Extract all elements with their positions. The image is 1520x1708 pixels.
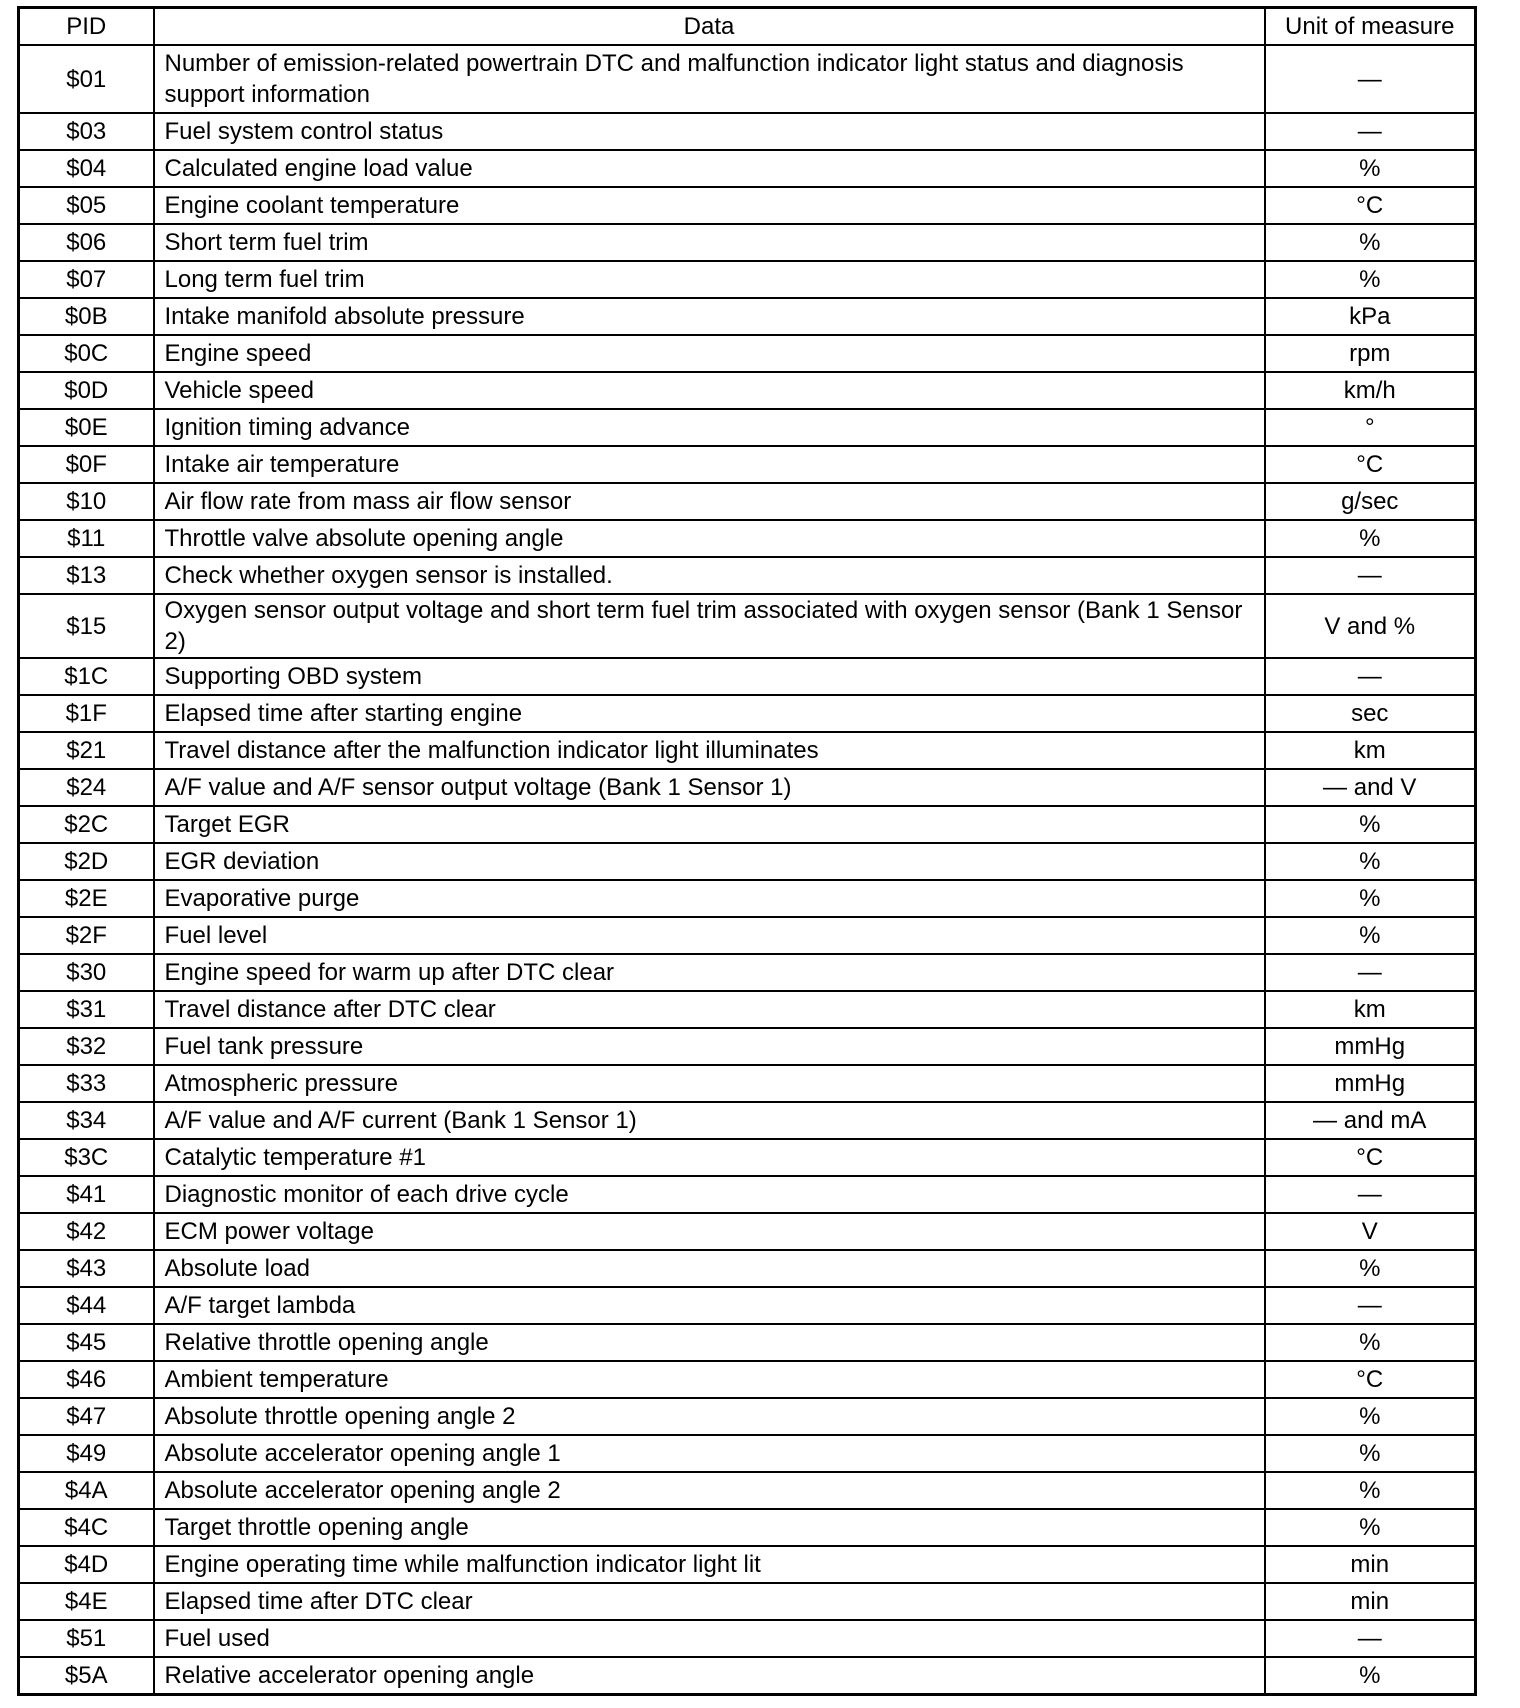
unit-cell: — [1265, 1287, 1476, 1324]
unit-cell: °C [1265, 1361, 1476, 1398]
unit-cell: % [1265, 1472, 1476, 1509]
unit-cell: kPa [1265, 298, 1476, 335]
pid-cell: $47 [19, 1398, 154, 1435]
pid-cell: $4C [19, 1509, 154, 1546]
pid-cell: $33 [19, 1065, 154, 1102]
table-row [19, 224, 1476, 261]
unit-cell: km [1265, 732, 1476, 769]
data-cell: Engine coolant temperature [154, 187, 1265, 224]
pid-cell: $11 [19, 520, 154, 557]
pid-cell: $46 [19, 1361, 154, 1398]
unit-cell: °C [1265, 446, 1476, 483]
pid-cell: $07 [19, 261, 154, 298]
header-data: Data [154, 8, 1265, 46]
unit-cell: % [1265, 1657, 1476, 1695]
pid-cell: $51 [19, 1620, 154, 1657]
unit-cell: % [1265, 880, 1476, 917]
data-cell: Fuel level [154, 917, 1265, 954]
pid-cell: $10 [19, 483, 154, 520]
pid-cell: $1F [19, 695, 154, 732]
data-cell: Atmospheric pressure [154, 1065, 1265, 1102]
table-row [19, 150, 1476, 187]
table-row [19, 261, 1476, 298]
data-cell: Travel distance after the malfunction indicator light illuminates [154, 732, 1265, 769]
pid-cell: $5A [19, 1657, 154, 1695]
pid-cell: $0F [19, 446, 154, 483]
data-cell: Elapsed time after DTC clear [154, 1583, 1265, 1620]
table-row [19, 806, 1476, 843]
data-cell: Travel distance after DTC clear [154, 991, 1265, 1028]
table-row [19, 298, 1476, 335]
data-cell: Elapsed time after starting engine [154, 695, 1265, 732]
unit-cell: min [1265, 1583, 1476, 1620]
table-row [19, 1509, 1476, 1546]
data-cell: A/F target lambda [154, 1287, 1265, 1324]
table-row [19, 658, 1476, 695]
table-row [19, 917, 1476, 954]
unit-cell: — [1265, 954, 1476, 991]
unit-cell: g/sec [1265, 483, 1476, 520]
data-cell: Ignition timing advance [154, 409, 1265, 446]
data-cell: Long term fuel trim [154, 261, 1265, 298]
pid-cell: $3C [19, 1139, 154, 1176]
table-row [19, 1583, 1476, 1620]
pid-cell: $45 [19, 1324, 154, 1361]
table-row [19, 1102, 1476, 1139]
data-cell: Evaporative purge [154, 880, 1265, 917]
unit-cell: % [1265, 261, 1476, 298]
pid-cell: $0E [19, 409, 154, 446]
table-row [19, 1028, 1476, 1065]
data-cell: Check whether oxygen sensor is installed. [154, 557, 1265, 594]
pid-cell: $1C [19, 658, 154, 695]
table-row [19, 1324, 1476, 1361]
unit-cell: mmHg [1265, 1065, 1476, 1102]
data-cell: Fuel system control status [154, 113, 1265, 150]
pid-cell: $4A [19, 1472, 154, 1509]
data-cell: Fuel tank pressure [154, 1028, 1265, 1065]
unit-cell: ° [1265, 409, 1476, 446]
unit-cell: V [1265, 1213, 1476, 1250]
unit-cell: % [1265, 224, 1476, 261]
data-cell: Ambient temperature [154, 1361, 1265, 1398]
unit-cell: °C [1265, 187, 1476, 224]
unit-cell: — [1265, 1176, 1476, 1213]
pid-cell: $21 [19, 732, 154, 769]
data-cell: A/F value and A/F sensor output voltage (Bank 1 Sensor 1) [154, 769, 1265, 806]
unit-cell: % [1265, 1324, 1476, 1361]
table-row [19, 695, 1476, 732]
unit-cell: — [1265, 1620, 1476, 1657]
table-row [19, 45, 1476, 113]
data-cell: ECM power voltage [154, 1213, 1265, 1250]
unit-cell: rpm [1265, 335, 1476, 372]
pid-table [17, 6, 1477, 1696]
unit-cell: mmHg [1265, 1028, 1476, 1065]
data-cell: Engine operating time while malfunction indicator light lit [154, 1546, 1265, 1583]
unit-cell: km/h [1265, 372, 1476, 409]
header-pid: PID [19, 8, 154, 46]
data-cell: Engine speed for warm up after DTC clear [154, 954, 1265, 991]
pid-cell: $34 [19, 1102, 154, 1139]
table-row [19, 372, 1476, 409]
table-row [19, 1287, 1476, 1324]
pid-cell: $4E [19, 1583, 154, 1620]
pid-cell: $43 [19, 1250, 154, 1287]
unit-cell: — [1265, 658, 1476, 695]
table-row [19, 843, 1476, 880]
table-row [19, 409, 1476, 446]
data-cell: Air flow rate from mass air flow sensor [154, 483, 1265, 520]
pid-cell: $31 [19, 991, 154, 1028]
table-row [19, 1472, 1476, 1509]
pid-cell: $42 [19, 1213, 154, 1250]
data-cell: Supporting OBD system [154, 658, 1265, 695]
unit-cell: km [1265, 991, 1476, 1028]
pid-cell: $0B [19, 298, 154, 335]
header-unit: Unit of measure [1265, 8, 1476, 46]
data-cell: Target EGR [154, 806, 1265, 843]
header-row [19, 8, 1476, 46]
pid-cell: $06 [19, 224, 154, 261]
data-cell: Number of emission-related powertrain DTC and malfunction indicator light status and diagnosis support information [154, 45, 1265, 113]
table-row [19, 991, 1476, 1028]
pid-cell: $15 [19, 594, 154, 658]
data-cell: Oxygen sensor output voltage and short term fuel trim associated with oxygen sensor (Bank 1 Sensor 2) [154, 594, 1265, 658]
table-row [19, 954, 1476, 991]
unit-cell: °C [1265, 1139, 1476, 1176]
data-cell: Calculated engine load value [154, 150, 1265, 187]
data-cell: Diagnostic monitor of each drive cycle [154, 1176, 1265, 1213]
data-cell: Throttle valve absolute opening angle [154, 520, 1265, 557]
table-row [19, 335, 1476, 372]
table-row [19, 1361, 1476, 1398]
data-cell: Fuel used [154, 1620, 1265, 1657]
pid-cell: $05 [19, 187, 154, 224]
table-row [19, 1213, 1476, 1250]
unit-cell: % [1265, 520, 1476, 557]
unit-cell: — [1265, 113, 1476, 150]
pid-cell: $2C [19, 806, 154, 843]
table-row [19, 594, 1476, 658]
data-cell: Absolute accelerator opening angle 1 [154, 1435, 1265, 1472]
unit-cell: % [1265, 1398, 1476, 1435]
pid-cell: $0D [19, 372, 154, 409]
data-cell: Absolute load [154, 1250, 1265, 1287]
unit-cell: % [1265, 1250, 1476, 1287]
pid-cell: $4D [19, 1546, 154, 1583]
data-cell: EGR deviation [154, 843, 1265, 880]
data-cell: Catalytic temperature #1 [154, 1139, 1265, 1176]
pid-cell: $04 [19, 150, 154, 187]
table-row [19, 880, 1476, 917]
table-row [19, 1546, 1476, 1583]
data-cell: Short term fuel trim [154, 224, 1265, 261]
data-cell: Vehicle speed [154, 372, 1265, 409]
table-row [19, 113, 1476, 150]
table-row [19, 483, 1476, 520]
data-cell: Intake air temperature [154, 446, 1265, 483]
unit-cell: sec [1265, 695, 1476, 732]
pid-cell: $01 [19, 45, 154, 113]
pid-cell: $2D [19, 843, 154, 880]
table-row [19, 1139, 1476, 1176]
unit-cell: % [1265, 806, 1476, 843]
data-cell: Relative accelerator opening angle [154, 1657, 1265, 1695]
pid-cell: $44 [19, 1287, 154, 1324]
unit-cell: — and mA [1265, 1102, 1476, 1139]
pid-cell: $24 [19, 769, 154, 806]
table-row [19, 1620, 1476, 1657]
data-cell: Absolute throttle opening angle 2 [154, 1398, 1265, 1435]
data-cell: Intake manifold absolute pressure [154, 298, 1265, 335]
data-cell: Absolute accelerator opening angle 2 [154, 1472, 1265, 1509]
table-row [19, 520, 1476, 557]
unit-cell: min [1265, 1546, 1476, 1583]
table-row [19, 1176, 1476, 1213]
pid-cell: $03 [19, 113, 154, 150]
pid-document [17, 6, 1474, 1696]
table-row [19, 1065, 1476, 1102]
table-row [19, 557, 1476, 594]
pid-cell: $32 [19, 1028, 154, 1065]
table-row [19, 1398, 1476, 1435]
unit-cell: % [1265, 917, 1476, 954]
table-row [19, 769, 1476, 806]
pid-cell: $41 [19, 1176, 154, 1213]
pid-cell: $13 [19, 557, 154, 594]
pid-cell: $2E [19, 880, 154, 917]
table-row [19, 187, 1476, 224]
pid-cell: $49 [19, 1435, 154, 1472]
unit-cell: % [1265, 150, 1476, 187]
unit-cell: % [1265, 843, 1476, 880]
data-cell: Target throttle opening angle [154, 1509, 1265, 1546]
unit-cell: — [1265, 557, 1476, 594]
data-cell: Engine speed [154, 335, 1265, 372]
pid-cell: $2F [19, 917, 154, 954]
table-body [19, 45, 1476, 1695]
data-cell: A/F value and A/F current (Bank 1 Sensor 1) [154, 1102, 1265, 1139]
unit-cell: V and % [1265, 594, 1476, 658]
table-row [19, 1657, 1476, 1695]
pid-cell: $0C [19, 335, 154, 372]
pid-cell: $30 [19, 954, 154, 991]
table-row [19, 446, 1476, 483]
data-cell: Relative throttle opening angle [154, 1324, 1265, 1361]
table-row [19, 1250, 1476, 1287]
table-row [19, 732, 1476, 769]
unit-cell: — and V [1265, 769, 1476, 806]
unit-cell: % [1265, 1509, 1476, 1546]
unit-cell: — [1265, 45, 1476, 113]
table-row [19, 1435, 1476, 1472]
unit-cell: % [1265, 1435, 1476, 1472]
